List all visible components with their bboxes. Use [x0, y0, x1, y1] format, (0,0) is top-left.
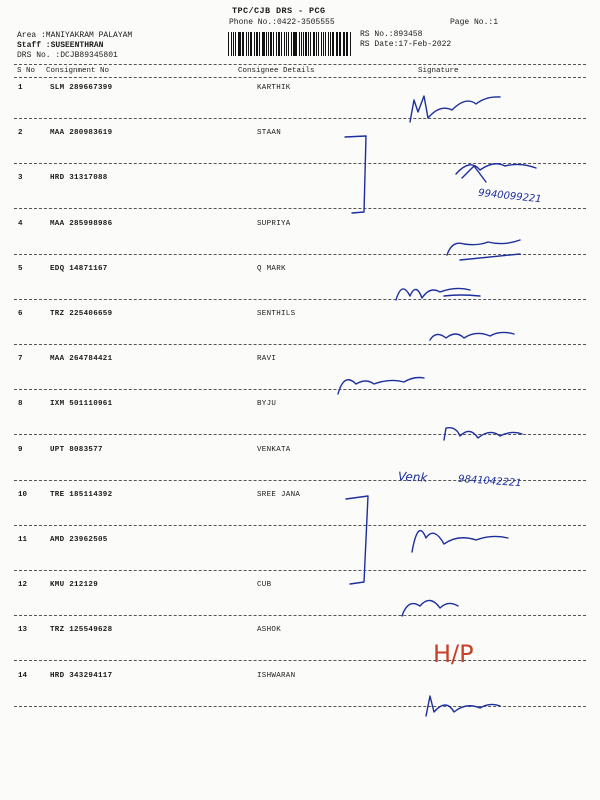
column-header-consignee: Consignee Details [238, 67, 315, 75]
barcode-bar [246, 32, 247, 56]
phone-number: Phone No.:0422-3505555 [229, 18, 335, 27]
barcode-bar [276, 32, 277, 56]
row-divider [14, 660, 586, 661]
row-consignee-name: VENKATA [257, 446, 291, 454]
row-serial-number: 4 [18, 220, 23, 228]
barcode-bar [305, 32, 306, 56]
header-divider [14, 64, 586, 65]
barcode-bar [293, 32, 294, 56]
barcode-bar [346, 32, 347, 56]
row-consignment-number: IXM 501110961 [50, 400, 113, 408]
row-consignee-name: SUPRIYA [257, 220, 291, 228]
barcode-bar [336, 32, 338, 56]
barcode-bar [254, 32, 255, 56]
row-serial-number: 11 [18, 536, 28, 544]
row-serial-number: 2 [18, 129, 23, 137]
signature-row2 [456, 164, 536, 182]
row-consignee-name: CUB [257, 581, 272, 589]
row-divider [14, 163, 586, 164]
row-divider [14, 254, 586, 255]
barcode-bar [291, 32, 292, 56]
row-consignment-number: TRE 185114392 [50, 491, 113, 499]
barcode-bar [243, 32, 244, 56]
header-left [17, 31, 132, 61]
barcode [228, 32, 352, 56]
barcode-bar [259, 32, 260, 56]
barcode-bar [332, 32, 333, 56]
row-consignment-number: AMD 23962505 [50, 536, 108, 544]
barcode-bar [238, 32, 240, 56]
row-consignment-number: TRZ 125549628 [50, 626, 113, 634]
row-consignee-name: SREE JANA [257, 491, 301, 499]
header-right [360, 30, 451, 50]
row-consignee-name: STAAN [257, 129, 282, 137]
handwritten-note-row13: H/P [433, 640, 474, 668]
row-serial-number: 9 [18, 446, 23, 454]
barcode-bar [256, 32, 258, 56]
barcode-bar [263, 32, 264, 56]
signature-row12 [402, 600, 458, 616]
row-divider [14, 299, 586, 300]
row-consignee-name: ISHWARAN [257, 672, 296, 680]
rs-date-field: RS Date:17-Feb-2022 [360, 40, 452, 49]
barcode-bar [228, 32, 229, 56]
barcode-bar [310, 32, 311, 56]
signature-row7 [338, 378, 424, 395]
barcode-bar [347, 32, 348, 56]
handwritten-phone-row9: 9841042221 [457, 473, 522, 490]
row-divider [14, 615, 586, 616]
row-consignment-number: KMU 212129 [50, 581, 99, 589]
signature-row11 [412, 531, 508, 552]
barcode-bar [284, 32, 285, 56]
row-divider [14, 525, 586, 526]
barcode-bar [250, 32, 251, 56]
row-divider [14, 434, 586, 435]
barcode-bar [231, 32, 232, 56]
row-consignment-number: MAA 264784421 [50, 355, 113, 363]
drs-number-field: DRS No. :DCJB89345801 [17, 51, 118, 60]
barcode-bar [308, 32, 309, 56]
page-number: Page No.:1 [450, 18, 499, 27]
row-divider [14, 706, 586, 707]
signature-row4 [447, 240, 520, 260]
barcode-bar [350, 32, 351, 56]
row-consignment-number: HRD 343294117 [50, 672, 113, 680]
row-serial-number: 14 [18, 672, 28, 680]
row-consignment-number: TRZ 225406659 [50, 310, 113, 318]
area-field: Area :MANIYAKRAM PALAYAM [17, 31, 133, 40]
barcode-bar [286, 32, 287, 56]
barcode-bar [281, 32, 282, 56]
row-divider [14, 389, 586, 390]
barcode-bar [262, 32, 263, 56]
barcode-bar [248, 32, 249, 56]
barcode-bar [325, 32, 326, 56]
barcode-bar [270, 32, 271, 56]
row-serial-number: 12 [18, 581, 28, 589]
barcode-bar [340, 32, 341, 56]
row-consignment-number: UPT 8083577 [50, 446, 103, 454]
barcode-bar [343, 32, 344, 56]
barcode-bar [242, 32, 243, 56]
row-divider [14, 570, 586, 571]
barcode-bar [268, 32, 269, 56]
bracket-rows2-3 [345, 136, 366, 213]
row-consignment-number: SLM 289667399 [50, 84, 113, 92]
barcode-bar [316, 32, 317, 56]
barcode-bar [321, 32, 322, 56]
barcode-bar [294, 32, 296, 56]
barcode-bar [318, 32, 319, 56]
column-header-sno: S No [17, 67, 36, 75]
staff-field: Staff :SUSEENTHRAN [17, 41, 104, 50]
row-serial-number: 7 [18, 355, 23, 363]
row-divider [14, 208, 586, 209]
row-serial-number: 3 [18, 174, 23, 182]
barcode-bar [299, 32, 300, 56]
row-serial-number: 5 [18, 265, 23, 273]
barcode-bar [339, 32, 340, 56]
column-header-divider [14, 77, 586, 78]
row-consignee-name: KARTHIK [257, 84, 291, 92]
row-consignment-number: HRD 31317088 [50, 174, 108, 182]
row-consignment-number: MAA 285998986 [50, 220, 113, 228]
row-consignment-number: EDQ 14871167 [50, 265, 108, 273]
row-serial-number: 6 [18, 310, 23, 318]
row-serial-number: 8 [18, 400, 23, 408]
row-divider [14, 118, 586, 119]
barcode-bar [330, 32, 331, 56]
handwritten-phone-row3: 9940099221 [477, 187, 543, 206]
row-serial-number: 13 [18, 626, 28, 634]
row-consignee-name: BYJU [257, 400, 277, 408]
rs-number-field: RS No.:893458 [360, 30, 423, 39]
barcode-bar [266, 32, 267, 56]
barcode-bar [328, 32, 329, 56]
column-header-signature: Signature [418, 67, 459, 75]
row-consignment-number: MAA 280983619 [50, 129, 113, 137]
sheet-title: TPC/CJB DRS - PCG [232, 6, 326, 16]
barcode-bar [323, 32, 324, 56]
barcode-bar [301, 32, 302, 56]
barcode-bar [233, 32, 234, 56]
signature-row6 [430, 332, 514, 340]
row-consignee-name: RAVI [257, 355, 277, 363]
barcode-bar [313, 32, 315, 56]
row-serial-number: 10 [18, 491, 28, 499]
row-serial-number: 1 [18, 84, 23, 92]
barcode-bar [278, 32, 280, 56]
row-consignee-name: Q MARK [257, 265, 286, 273]
row-divider [14, 344, 586, 345]
barcode-bar [303, 32, 304, 56]
barcode-bar [235, 32, 236, 56]
barcode-bar [273, 32, 274, 56]
barcode-bar [288, 32, 289, 56]
row-consignee-name: SENTHILS [257, 310, 296, 318]
row-consignee-name: ASHOK [257, 626, 282, 634]
handwritten-signature-row9: Venk [397, 469, 428, 485]
column-header-consignment: Consignment No [46, 67, 110, 75]
